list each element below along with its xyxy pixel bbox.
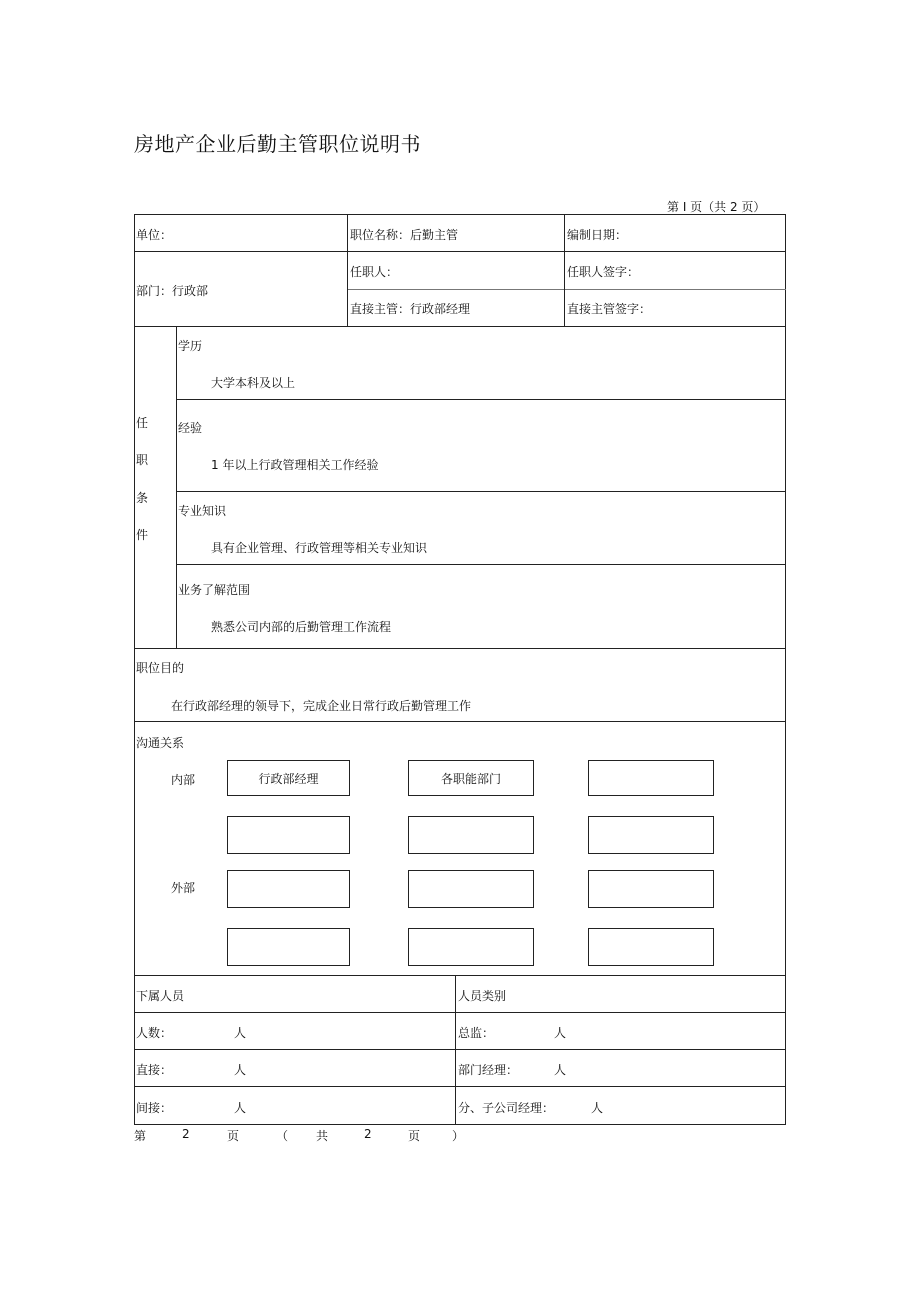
footer-text: （	[276, 1129, 289, 1143]
indirect-label: 间接：	[136, 1101, 173, 1115]
subordinates-row-divider-3	[134, 1086, 786, 1087]
subordinates-col-divider	[455, 975, 456, 1124]
footer-text: 页	[408, 1129, 421, 1143]
footer-text: 2	[364, 1127, 372, 1141]
footer-text: 2	[182, 1127, 190, 1141]
unit-label: 单位：	[136, 228, 173, 242]
side-label-char: 职	[136, 453, 149, 467]
incumbent-label: 任职人：	[350, 265, 399, 279]
prepared-date-label: 编制日期：	[567, 228, 628, 242]
qualification-divider-1	[176, 399, 786, 400]
comm-box	[408, 928, 534, 966]
supervisor-signature-label: 直接主管签字：	[567, 302, 652, 316]
dept-manager-label: 部门经理：	[458, 1063, 519, 1077]
purpose-heading: 职位目的	[136, 661, 185, 675]
purpose-bottom-divider	[134, 721, 786, 722]
direct-supervisor: 直接主管：行政部经理	[350, 302, 471, 316]
indirect-unit: 人	[234, 1101, 247, 1115]
qualification-divider-2	[176, 491, 786, 492]
business-scope-content: 熟悉公司内部的后勤管理工作流程	[211, 620, 392, 634]
comm-box	[227, 928, 350, 966]
knowledge-heading: 专业知识	[178, 504, 227, 518]
header-col-divider-2	[564, 214, 565, 326]
subsidiary-manager-label: 分、子公司经理：	[458, 1101, 555, 1115]
education-heading: 学历	[178, 339, 203, 353]
external-label: 外部	[171, 881, 196, 895]
subordinates-row-divider-2	[134, 1049, 786, 1050]
subordinates-top-divider	[134, 975, 786, 976]
comm-box	[408, 816, 534, 854]
table-border-right	[785, 214, 786, 1124]
department: 部门：行政部	[136, 284, 209, 298]
table-border-top	[134, 214, 786, 215]
headcount-label: 人数：	[136, 1026, 173, 1040]
education-content: 大学本科及以上	[211, 376, 296, 390]
qualification-bottom-divider	[134, 648, 786, 649]
comm-box	[227, 816, 350, 854]
header-bottom-divider	[134, 326, 786, 327]
header-subrow-divider	[347, 289, 786, 290]
footer-text: 第	[134, 1129, 147, 1143]
business-scope-heading: 业务了解范围	[178, 583, 251, 597]
director-unit: 人	[554, 1026, 567, 1040]
side-label-char: 任	[136, 416, 149, 430]
director-label: 总监：	[458, 1026, 495, 1040]
side-label-char: 条	[136, 491, 149, 505]
footer-text: 页	[227, 1129, 240, 1143]
communication-heading: 沟通关系	[136, 736, 185, 750]
page-indicator: 第 I 页（共 2 页）	[667, 200, 766, 214]
page-title: 房地产企业后勤主管职位说明书	[134, 132, 421, 156]
header-col-divider-1	[347, 214, 348, 326]
side-label-char: 件	[136, 528, 149, 542]
comm-box	[588, 816, 714, 854]
comm-box	[588, 760, 714, 796]
dept-manager-unit: 人	[554, 1063, 567, 1077]
position-name: 职位名称：后勤主管	[350, 228, 459, 242]
qualification-side-divider	[176, 326, 177, 648]
table-border-bottom	[134, 1124, 786, 1125]
footer-text: 共	[316, 1129, 329, 1143]
footer-text: ）	[452, 1129, 465, 1143]
personnel-category-heading: 人员类别	[458, 989, 507, 1003]
subsidiary-manager-unit: 人	[591, 1101, 604, 1115]
knowledge-content: 具有企业管理、行政管理等相关专业知识	[211, 541, 428, 555]
experience-heading: 经验	[178, 421, 203, 435]
experience-content: 1 年以上行政管理相关工作经验	[211, 458, 379, 472]
comm-box	[588, 870, 714, 908]
comm-box: 各职能部门	[408, 760, 534, 796]
comm-box	[408, 870, 534, 908]
headcount-unit: 人	[234, 1026, 247, 1040]
incumbent-signature-label: 任职人签字：	[567, 265, 640, 279]
internal-label: 内部	[171, 773, 196, 787]
qualification-divider-3	[176, 564, 786, 565]
direct-unit: 人	[234, 1063, 247, 1077]
comm-box	[227, 870, 350, 908]
direct-label: 直接：	[136, 1063, 173, 1077]
header-row-divider	[134, 251, 786, 252]
subordinates-row-divider-1	[134, 1012, 786, 1013]
comm-box: 行政部经理	[227, 760, 350, 796]
table-border-left	[134, 214, 135, 1124]
comm-box	[588, 928, 714, 966]
purpose-content: 在行政部经理的领导下，完成企业日常行政后勤管理工作	[171, 699, 472, 713]
subordinates-heading: 下属人员	[136, 989, 185, 1003]
